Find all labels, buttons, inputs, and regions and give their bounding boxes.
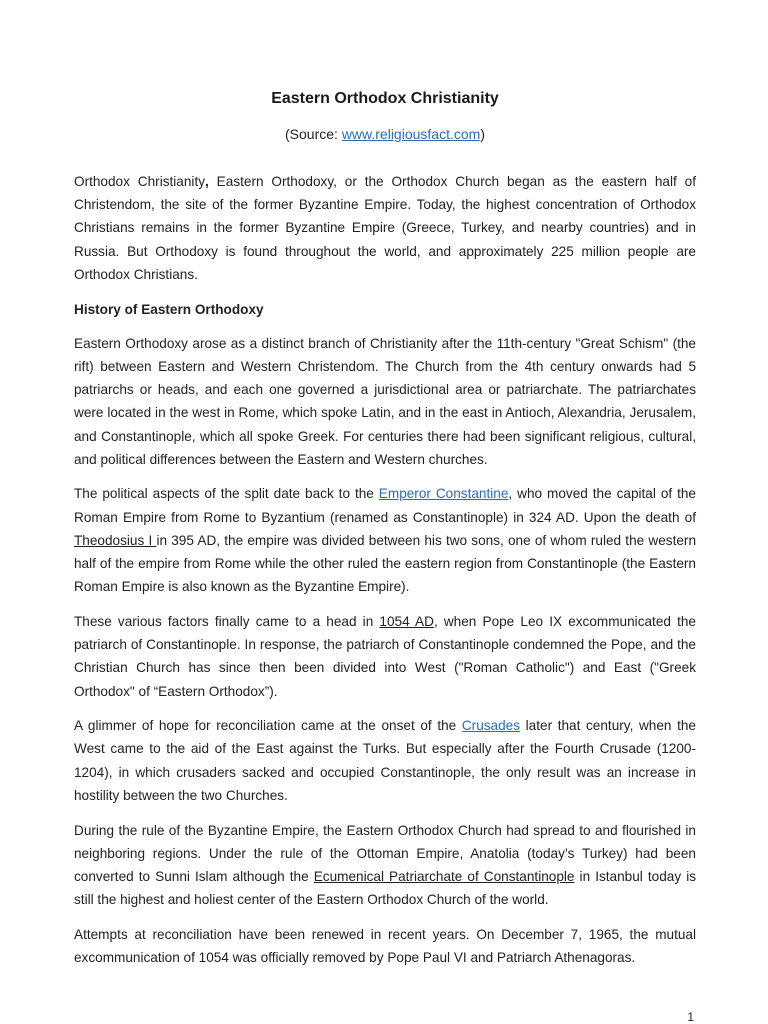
history-paragraph-3 [74, 610, 696, 703]
crusades-link[interactable]: Crusades [461, 718, 521, 734]
source-line [74, 126, 696, 142]
history-paragraph-4 [74, 714, 696, 807]
history-paragraph-2 [74, 482, 696, 598]
history-paragraph-1: Eastern Orthodoxy arose as a distinct branch of Christianity after the 11th-century "Great Schism" (the rift) between Eastern and Western Christendom. The Church from the 4th century onwards had 5 patriarchs or heads, and each one governed a jurisdictional area or patriarchate. The patriarchates were located in the west in Rome, which spoke Latin, and in the east in Antioch, Alexandria, Jerusalem, and Constantinople, which all spoke Greek. For centuries there had been significant religious, cultural, and political differences between the Eastern and Western churches. [74, 335, 696, 467]
intro-paragraph [74, 170, 696, 286]
p5-text-a: During the rule of the Byzantine Empire, the Eastern Orthodox Church had spread to and flourished in neighboring regions. Under the rule of the Ottoman Empire, Anatolia (today’s Turkey) had been converted to Sunni Islam although the [74, 822, 696, 884]
p3-text-a: These various factors finally came to a head in [74, 613, 380, 629]
ecumenical-patriarchate-link[interactable]: Ecumenical Patriarchate of Constantinople [313, 868, 575, 884]
year-1054-link[interactable]: 1054 AD [379, 613, 434, 629]
p2-text-a: The political aspects of the split date back to the [74, 486, 379, 502]
p4-text-a: A glimmer of hope for reconciliation came at the onset of the [74, 718, 462, 734]
intro-term: Orthodox Christianity [74, 174, 206, 189]
page-number: 1 [687, 1010, 694, 1024]
p5-text-b: in Istanbul today is still the highest and holiest center of the Eastern Orthodox Church of the world. [74, 868, 697, 908]
history-paragraph-5 [74, 819, 696, 912]
p3-text-b: , when Pope Leo IX excommunicated the patriarch of Constantinople. In response, the patriarch of Constantinople condemned the Pope, and the Christian Church has since then been divided into West ("Roman Catholic") and East ("Greek Orthodox" of “Eastern Orthodox”). [74, 613, 696, 699]
p2-text-b: , who moved the capital of the Roman Empire from Rome to Byzantium (renamed as Constantinople) in 324 AD. Upon the death of [74, 486, 696, 525]
document-title: Eastern Orthodox Christianity [271, 90, 499, 107]
p2-text-c: in 395 AD, the empire was divided between his two sons, one of whom ruled the western half of the empire from Rome while the other ruled the eastern region from Constantinople (the Eastern Roman Empire is also known as the Byzantine Empire). [74, 532, 697, 595]
source-prefix: (Source: [285, 126, 342, 142]
history-paragraph-6: Attempts at reconciliation have been renewed in recent years. On December 7, 1965, the mutual excommunication of 1054 was officially removed by Pope Paul VI and Patriarch Athenagoras. [74, 926, 696, 966]
source-suffix: ) [480, 126, 485, 142]
document-body [74, 170, 696, 981]
intro-comma: , [205, 174, 209, 189]
p4-text-b: later that century, when the West came to the aid of the East against the Turks. But especially after the Fourth Crusade (1200-1204), in which crusaders sacked and occupied Constantinople, the only result was an increase in hostility between the two Churches. [74, 718, 696, 803]
emperor-constantine-link[interactable]: Emperor Constantine [378, 486, 509, 502]
intro-text: Eastern Orthodoxy, or the Orthodox Church began as the eastern half of Christendom, the site of the former Byzantine Empire. Today, the highest concentration of Orthodox Christians remains in the former Byzantine Empire (Greece, Turkey, and nearby countries) and in Russia. But Orthodoxy is found throughout the world, and approximately 225 million people are Orthodox Christians. [74, 174, 696, 282]
history-heading: History of Eastern Orthodoxy [74, 301, 264, 317]
source-link[interactable]: www.religiousfact.com [341, 126, 481, 142]
theodosius-link[interactable]: Theodosius I [74, 532, 157, 548]
